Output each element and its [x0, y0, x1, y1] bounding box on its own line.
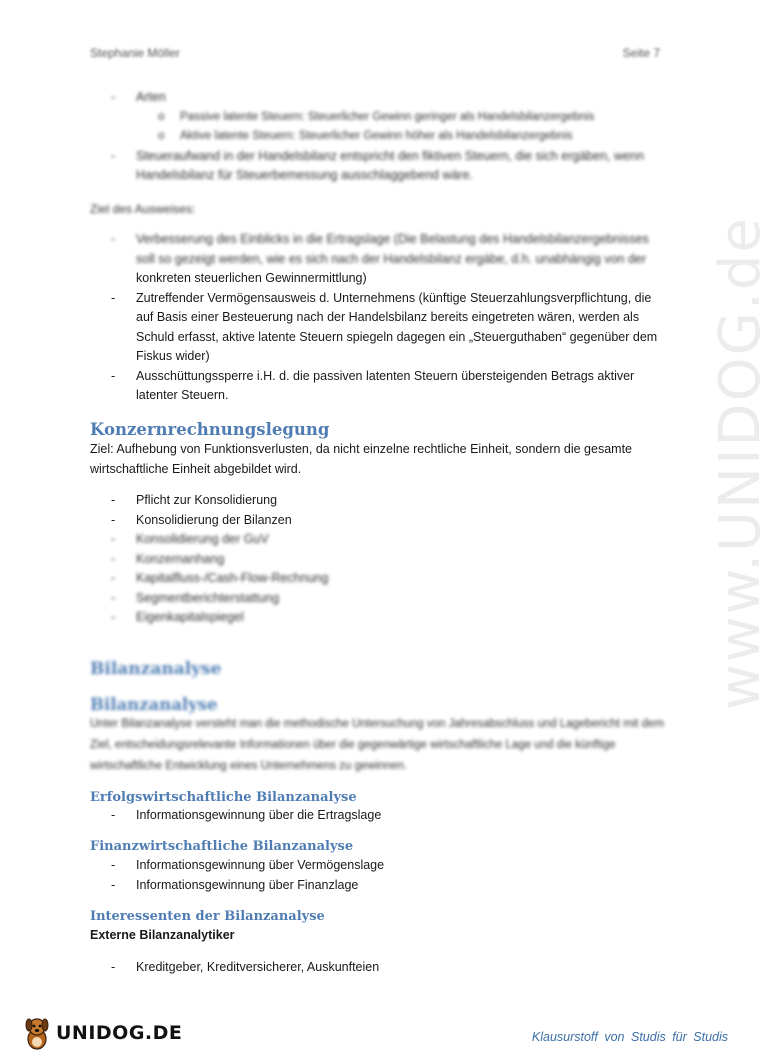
list-item: - Informationsgewinnung über die Ertragslage	[111, 808, 382, 822]
bilanzanalyse-definition: Unter Bilanzanalyse versteht man die methodische Untersuchung von Jahresabschluss und Lagebericht mit dem Ziel, entscheidungsrelevante Informationen über die gegenwärtige wirtschaftliche Lage und die künftige wirtschaftliche Entwicklung eines Unternehmens zu gewinnen.	[90, 718, 665, 772]
extern-label: Externe Bilanzanalytiker	[90, 928, 235, 942]
sub-list-item: o Aktive latente Steuern: Steuerlicher Gewinn höher als Handelsbilanzergebnis	[158, 130, 573, 142]
finanz-list	[90, 856, 665, 895]
footer-slogan: Klausurstoff von Studis für Studis	[531, 1030, 728, 1044]
konzern-intro: Ziel: Aufhebung von Funktionsverlusten, da nicht einzelne rechtliche Einheit, sondern die gesamte wirtschaftliche Einheit abgebildet wird.	[90, 442, 632, 476]
list-item: - Verbesserung des Einblicks in die Ertragslage (Die Belastung des Handelsbilanzergebnisses soll so gezeigt werden, wie es sich nach der Handelsbilanz ergäbe, d.h. unabhängig von der konkreten steuerlichen Gewinnermittlung)	[111, 232, 649, 285]
ziel-list	[90, 230, 665, 406]
list-item: - Arten	[111, 90, 166, 104]
header-author: Stephanie Möller	[90, 46, 181, 60]
ziel-label: Ziel des Ausweises:	[90, 202, 196, 216]
list-item: - Konsolidierung der Bilanzen	[111, 512, 292, 527]
erfolg-list	[90, 806, 665, 826]
list-item: - Kapitalfluss-/Cash-Flow-Rechnung	[111, 571, 329, 585]
sub-list-item: o Passive latente Steuern: Steuerlicher Gewinn geringer als Handelsbilanzergebnis	[158, 110, 595, 123]
list-item: - Eigenkapitalspiegel	[111, 610, 244, 624]
header-page-number: Seite 7	[622, 46, 660, 60]
list-item: - Informationsgewinnung über Finanzlage	[111, 877, 359, 892]
konzern-list	[90, 491, 665, 628]
list-item: - Zutreffender Vermögensausweis d. Unternehmens (künftige Steuerzahlungsverpflichtung, die auf Basis einer Besteuerung nach der Handelsbilanz bereits eingetreten wären, werden als Schuld erfasst, aktive latente Steuern spiegeln dagegen ein „Steuerguthaben“ gegenüber dem Fiskus wider)	[111, 290, 658, 363]
list-item: - Segmentberichterstattung	[111, 590, 280, 605]
logo-text: UNIDOG.DE	[56, 1022, 183, 1044]
bilanzanalyse-main-heading: Bilanzanalyse	[90, 659, 222, 679]
list-item: - Konzernanhang	[111, 551, 225, 566]
dog-mascot-icon	[22, 1015, 52, 1051]
interessenten-heading: Interessenten der Bilanzanalyse	[90, 909, 325, 924]
finanz-heading: Finanzwirtschaftliche Bilanzanalyse	[90, 839, 354, 854]
list-item: - Informationsgewinnung über Vermögenslage	[111, 858, 385, 872]
list-item: - Pflicht zur Konsolidierung	[111, 493, 278, 507]
list-item: - Konsolidierung der GuV	[111, 532, 269, 546]
extern-list	[90, 958, 665, 978]
list-item: - Kreditgeber, Kreditversicherer, Auskunfteien	[111, 960, 380, 974]
footer-logo	[22, 1014, 182, 1052]
latente-steuern-block	[90, 88, 665, 186]
erfolg-heading: Erfolgswirtschaftliche Bilanzanalyse	[90, 790, 357, 805]
list-item: - Ausschüttungssperre i.H. d. die passiven latenten Steuern übersteigenden Betrags aktiver latenter Steuern.	[111, 368, 635, 402]
konzern-heading: Konzernrechnungslegung	[90, 420, 330, 439]
bilanzanalyse-sub-heading: Bilanzanalyse	[90, 695, 218, 714]
watermark: www.UNIDOG.de	[708, 216, 773, 710]
list-item: - Steueraufwand in der Handelsbilanz entspricht den fiktiven Steuern, die sich ergäben, wenn Handelsbilanz für Steuerbemessung ausschlaggebend wäre.	[111, 148, 644, 182]
